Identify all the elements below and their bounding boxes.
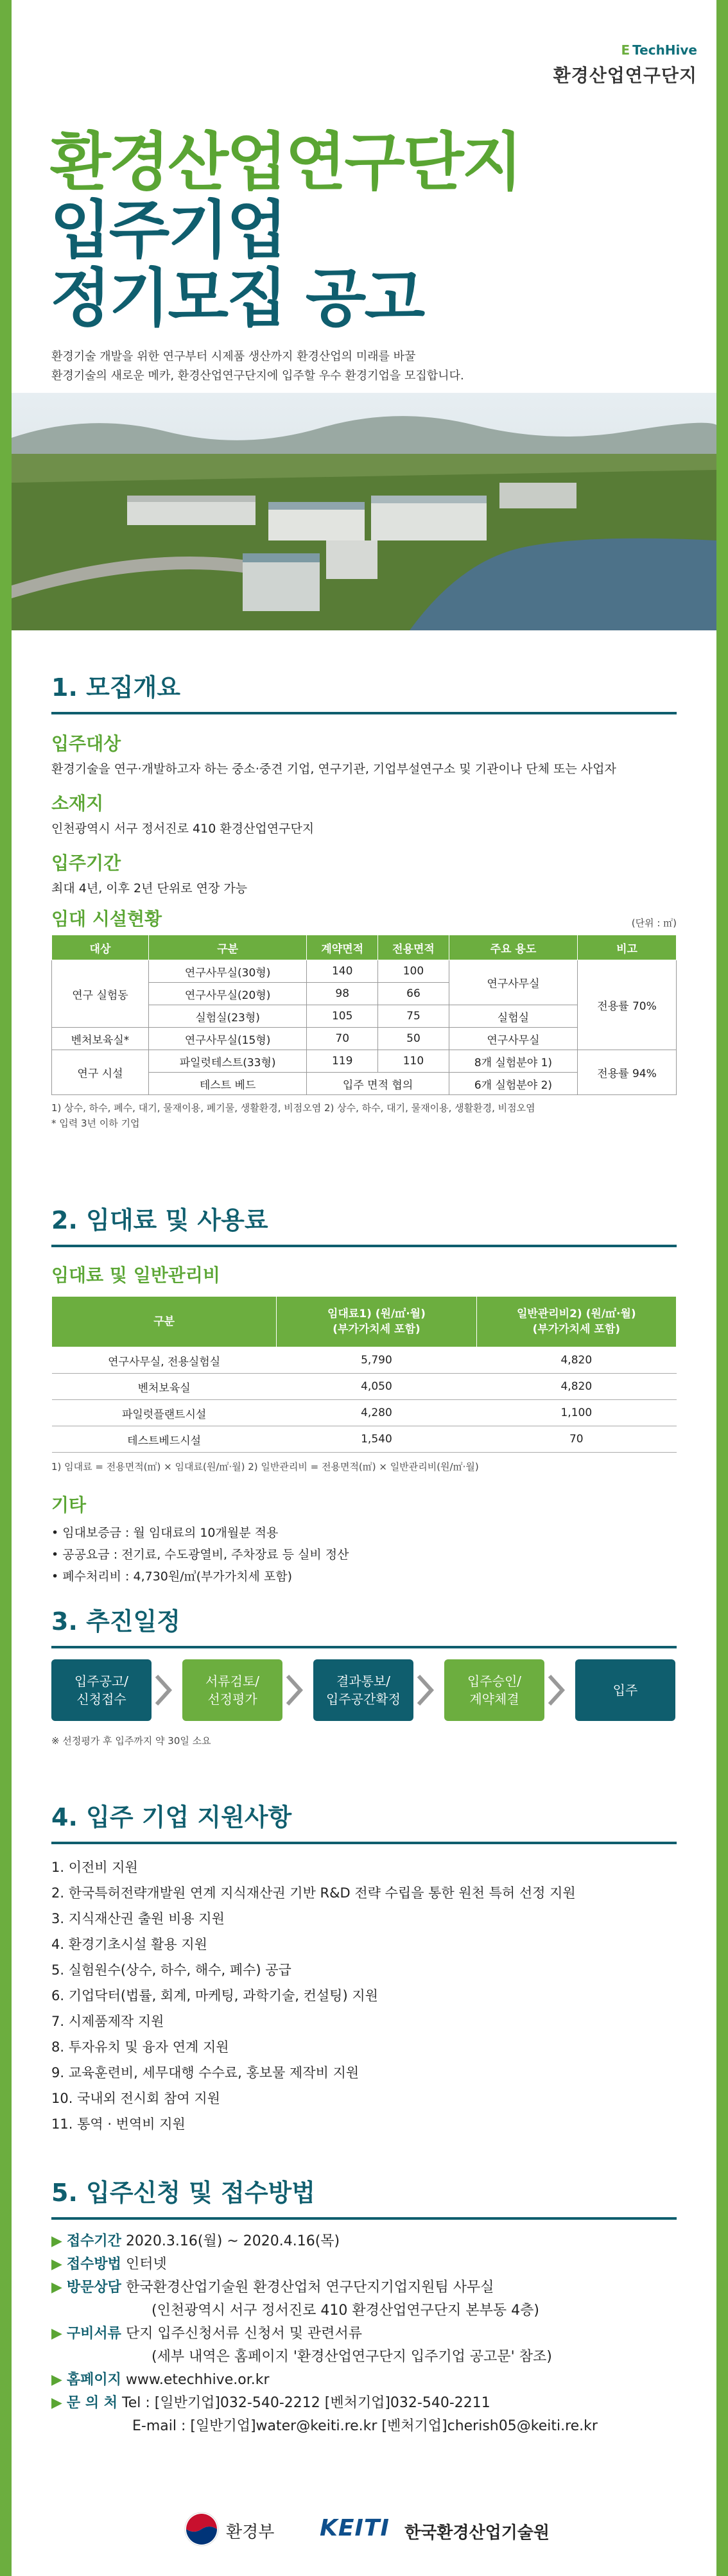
etc-item: • 폐수처리비 : 4,730원/㎥(부가가치세 포함) (51, 1569, 292, 1584)
bullet-icon: ▶ (51, 2395, 67, 2411)
target-heading: 입주대상 (51, 733, 121, 754)
facility-table-header (52, 935, 677, 960)
cell: 연구사무실 (449, 960, 577, 1005)
cell: 100 (378, 960, 449, 983)
list-item: 3. 지식재산권 출원 비용 지원 (51, 1911, 225, 1926)
col-fee-line1: 일반관리비2) (원/㎡·월) (516, 1308, 636, 1320)
list-item: 5. 실험원수(상수, 하수, 해수, 폐수) 공급 (51, 1962, 291, 1978)
contact-tel: Tel : [일반기업]032-540-2212 [벤처기업]032-540-2211 (122, 2395, 490, 2411)
cell: 105 (307, 1005, 378, 1028)
rent-footnote: 1) 임대료 = 전용면적(㎡) × 임대료(원/㎡·월) 2) 일반관리비 = 전용면적(㎡) × 일반관리비(원/㎡·월) (51, 1461, 479, 1473)
cell: 연구사무실(30형) (148, 960, 306, 983)
techhive-logo-text: TechHive (632, 42, 697, 58)
hero-title-line2: 입주기업 (50, 194, 286, 267)
techhive-logo-mark: E (621, 42, 630, 58)
ministry-emblem-icon (184, 2511, 220, 2547)
cell: 66 (378, 983, 449, 1005)
schedule-note: ※ 선정평가 후 입주까지 약 30일 소요 (51, 1735, 211, 1747)
cell: 70 (307, 1028, 378, 1050)
apply-method (51, 2253, 677, 2276)
apply-visit (51, 2276, 677, 2299)
apply-period-label: 접수기간 (66, 2233, 121, 2249)
apply-docs-value: 단지 입주신청서류 신청서 및 관련서류 (125, 2326, 362, 2342)
facility-footnote-1: 1) 상수, 하수, 폐수, 대기, 물재이용, 폐기물, 생활환경, 비점오염 2) 상수, 하수, 대기, 물재이용, 생활환경, 비점오염 (51, 1102, 535, 1114)
list-item: 8. 투자유치 및 융자 연계 지원 (51, 2039, 229, 2055)
facility-table (51, 935, 677, 1095)
cell: 4,820 (476, 1374, 676, 1400)
support-list (51, 1854, 677, 2137)
keiti-name: 한국환경산업기술원 (404, 2523, 550, 2543)
chevron-right-icon (416, 1673, 434, 1707)
apply-visit-address: (인천광역시 서구 정서진로 410 환경산업연구단지 본부동 4층) (152, 2303, 539, 2319)
cell: 70 (476, 1426, 676, 1453)
section1-title: 1. 모집개요 (51, 668, 677, 714)
col-rent (277, 1297, 476, 1347)
apply-period-value: 2020.3.16(월) ~ 2020.4.16(목) (125, 2233, 340, 2249)
cell-group: 연구 시설 (52, 1050, 149, 1095)
table-row (52, 1374, 677, 1400)
etc-item: • 임대보증금 : 월 임대료의 10개월분 적용 (51, 1526, 279, 1540)
cell: 테스트베드시설 (52, 1426, 277, 1453)
cell: 4,820 (476, 1347, 676, 1374)
cell: 연구사무실(20형) (148, 983, 306, 1005)
apply-docs-label: 구비서류 (66, 2326, 121, 2342)
cell: 연구사무실, 전용실험실 (52, 1347, 277, 1374)
col-management-fee (476, 1297, 676, 1347)
etc-heading: 기타 (51, 1494, 87, 1516)
rent-table (51, 1296, 677, 1453)
target-text: 환경기술을 연구·개발하고자 하는 중소·중견 기업, 연구기관, 기업부설연구소 및 기관이나 단체 또는 사업자 (51, 762, 616, 776)
rent-heading: 임대료 및 일반관리비 (51, 1265, 220, 1286)
apply-info (51, 2230, 677, 2438)
cell: 실험실 (449, 1005, 577, 1028)
cell: 연구사무실 (449, 1028, 577, 1050)
table-row (52, 1426, 677, 1453)
section-schedule (51, 1602, 677, 1648)
footer-logos (12, 2491, 716, 2576)
apply-contact (51, 2392, 677, 2415)
step-label: 입주공고/ (74, 1673, 129, 1689)
contact-email: E-mail : [일반기업]water@keiti.re.kr [벤처기업]cherish05@keiti.re.kr (132, 2418, 598, 2434)
section-rent-fees (51, 1200, 677, 1587)
step-label: 계약체결 (469, 1691, 519, 1707)
cell: 4,050 (277, 1374, 476, 1400)
chevron-right-icon (547, 1673, 565, 1707)
hero-title-line1: 환경산업연구단지 (50, 126, 521, 199)
cell-group: 연구 실험동 (52, 960, 149, 1028)
section-apply (51, 2173, 677, 2438)
schedule-flow (51, 1659, 677, 1724)
cell: 연구사무실(15형) (148, 1028, 306, 1050)
location-heading: 소재지 (51, 793, 104, 814)
apply-docs (51, 2322, 677, 2346)
col-rent-line1: 임대료1) (원/㎡·월) (327, 1308, 426, 1320)
section2-title: 2. 임대료 및 사용료 (51, 1200, 677, 1247)
col-target: 대상 (52, 935, 149, 960)
step-label: 입주공간확정 (326, 1691, 401, 1707)
cell: 1,540 (277, 1426, 476, 1453)
apply-homepage-label: 홈페이지 (66, 2372, 121, 2388)
period-text: 최대 4년, 이후 2년 단위로 연장 가능 (51, 881, 248, 895)
list-item: 10. 국내외 전시회 참여 지원 (51, 2091, 220, 2106)
cell: 파일럿플랜트시설 (52, 1400, 277, 1426)
chevron-right-icon (285, 1673, 303, 1707)
list-item: 9. 교육훈련비, 세무대행 수수료, 홍보물 제작비 지원 (51, 2065, 360, 2080)
facility-heading: 임대 시설현황 (51, 908, 162, 929)
section5-title: 5. 입주신청 및 접수방법 (51, 2173, 677, 2220)
apply-method-value: 인터넷 (125, 2256, 167, 2272)
col-fee-line2: (부가가치세 포함) (532, 1323, 621, 1336)
step-label: 신청접수 (76, 1691, 126, 1707)
cell: 1,100 (476, 1400, 676, 1426)
homepage-link[interactable]: www.etechhive.or.kr (125, 2372, 270, 2388)
cell: 전용률 94% (578, 1050, 677, 1095)
table-row (52, 1400, 677, 1426)
table-row (52, 960, 677, 983)
cell: 110 (378, 1050, 449, 1073)
apply-method-label: 접수방법 (66, 2256, 121, 2272)
bullet-icon: ▶ (51, 2326, 67, 2342)
col-main-use: 주요 용도 (449, 935, 577, 960)
facility-footnote-2: * 입력 3년 이하 기업 (51, 1118, 140, 1129)
step-review (182, 1659, 282, 1721)
unit-label: (단위 : ㎡) (631, 917, 677, 929)
ministry-name: 환경부 (226, 2523, 275, 2542)
cell: 140 (307, 960, 378, 983)
apply-contact-label: 문 의 처 (66, 2395, 117, 2411)
section-recruit-overview (51, 668, 677, 1131)
hero-description (51, 347, 464, 386)
list-item: 11. 통역 · 번역비 지원 (51, 2116, 186, 2132)
step-move-in (575, 1659, 675, 1721)
bullet-icon: ▶ (51, 2233, 67, 2249)
section3-title: 3. 추진일정 (51, 1602, 677, 1648)
rent-table-header (52, 1297, 677, 1347)
research-complex-aerial-photo (12, 393, 716, 630)
col-exclusive-area: 전용면적 (378, 935, 449, 960)
col-contract-area: 계약면적 (307, 935, 378, 960)
etc-list (51, 1522, 677, 1587)
apply-homepage (51, 2369, 677, 2392)
hero-desc-line1: 환경기술 개발을 위한 연구부터 시제품 생산까지 환경산업의 미래를 바꿀 (51, 350, 416, 363)
cell: 98 (307, 983, 378, 1005)
cell: 4,280 (277, 1400, 476, 1426)
step-label: 입주승인/ (467, 1673, 522, 1689)
apply-visit-label: 방문상담 (66, 2279, 121, 2295)
cell: 6개 실험분야 2) (449, 1073, 577, 1095)
section4-title: 4. 입주 기업 지원사항 (51, 1797, 677, 1844)
list-item: 7. 시제품제작 지원 (51, 2014, 164, 2029)
cell: 테스트 베드 (148, 1073, 306, 1095)
bullet-icon: ▶ (51, 2256, 67, 2272)
cell: 75 (378, 1005, 449, 1028)
bullet-icon: ▶ (51, 2372, 67, 2388)
step-apply (51, 1659, 152, 1721)
cell: 전용률 70% (578, 960, 677, 1050)
apply-visit-value: 한국환경산업기술원 환경산업처 연구단지기업지원팀 사무실 (125, 2279, 494, 2295)
step-contract (444, 1659, 544, 1721)
step-label: 입주 (612, 1682, 638, 1698)
brand-block (553, 42, 697, 87)
cell: 8개 실험분야 1) (449, 1050, 577, 1073)
location-text: 인천광역시 서구 정서진로 410 환경산업연구단지 (51, 822, 315, 836)
brand-name: 환경산업연구단지 (553, 65, 697, 86)
col-category: 구분 (52, 1297, 277, 1347)
poster-sheet (12, 0, 716, 2576)
col-rent-line2: (부가가치세 포함) (333, 1323, 420, 1336)
cell: 5,790 (277, 1347, 476, 1374)
cell: 파일럿테스트(33형) (148, 1050, 306, 1073)
hero-desc-line2: 환경기술의 새로운 메카, 환경산업연구단지에 입주할 우수 환경기업을 모집합니다. (51, 369, 464, 383)
section-support (51, 1797, 677, 2137)
etc-item: • 공공요금 : 전기료, 수도광열비, 주차장료 등 실비 정산 (51, 1548, 349, 1562)
step-label: 선정평가 (207, 1691, 257, 1707)
cell: 벤처보육실 (52, 1374, 277, 1400)
hero-title-line3: 정기모집 공고 (50, 262, 424, 335)
col-type: 구분 (148, 935, 306, 960)
apply-period (51, 2230, 677, 2253)
list-item: 2. 한국특허전략개발원 연계 지식재산권 기반 R&D 전략 수립을 통한 원천 특허 선정 지원 (51, 1885, 576, 1901)
list-item: 4. 환경기초시설 활용 지원 (51, 1937, 207, 1952)
step-result (313, 1659, 413, 1721)
cell: 50 (378, 1028, 449, 1050)
cell-group: 벤처보육실* (52, 1028, 149, 1050)
cell: 실험실(23형) (148, 1005, 306, 1028)
techhive-logo (553, 42, 697, 58)
chevron-right-icon (154, 1673, 172, 1707)
list-item: 6. 기업닥터(법률, 회계, 마케팅, 과학기술, 컨설팅) 지원 (51, 1988, 378, 2003)
apply-docs-detail: (세부 내역은 홈페이지 '환경산업연구단지 입주기업 공고문' 참조) (152, 2349, 552, 2365)
step-label: 서류검토/ (205, 1673, 260, 1689)
keiti-logo: KEITI (320, 2515, 390, 2541)
cell: 입주 면적 협의 (307, 1073, 449, 1095)
table-row (52, 1050, 677, 1073)
table-row (52, 1347, 677, 1374)
period-heading: 입주기간 (51, 852, 121, 874)
step-label: 결과통보/ (336, 1673, 390, 1689)
cell: 119 (307, 1050, 378, 1073)
list-item: 1. 이전비 지원 (51, 1860, 138, 1875)
hero-title (50, 128, 521, 333)
bullet-icon: ▶ (51, 2279, 67, 2295)
col-remarks: 비고 (578, 935, 677, 960)
